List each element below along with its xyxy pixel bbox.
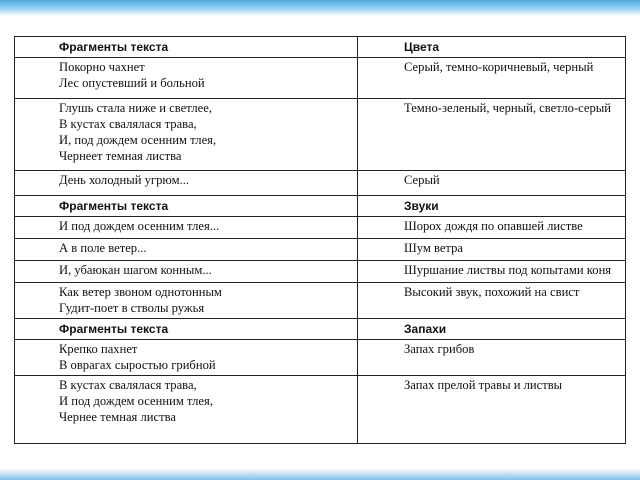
table-row <box>15 58 626 99</box>
fragments-table <box>14 36 626 444</box>
header-label: Цвета <box>404 40 440 54</box>
description-cell <box>358 283 626 319</box>
header-label: Фрагменты текста <box>59 40 169 54</box>
description-cell <box>358 376 626 444</box>
fragment-cell <box>15 171 358 196</box>
table-row <box>15 340 626 376</box>
cell-text-line: Шорох дождя по опавшей листве <box>404 219 583 233</box>
cell-text-line: Лес опустевший и больной <box>59 76 205 90</box>
cell-text-line: Шуршание листвы под копытами коня <box>404 263 612 277</box>
header-cell-category <box>358 319 626 340</box>
header-label: Фрагменты текста <box>59 322 169 336</box>
cell-text-line: Крепко пахнет <box>59 342 138 356</box>
top-decor-band <box>0 0 640 16</box>
cell-text-line: Темно-зеленый, черный, светло-серый <box>404 101 611 115</box>
cell-text-line: Покорно чахнет <box>59 60 145 74</box>
cell-text-line: И, убаюкан шагом конным... <box>59 263 212 277</box>
bottom-decor-band <box>0 468 640 480</box>
header-cell-fragments <box>15 196 358 217</box>
cell-text-line: Запах грибов <box>404 342 475 356</box>
cell-text-line: Шум ветра <box>404 241 463 255</box>
cell-text-line: В оврагах сыростью грибной <box>59 358 216 372</box>
cell-text-line: Запах прелой травы и листвы <box>404 378 563 392</box>
cell-text-line: Как ветер звоном однотонным <box>59 285 222 299</box>
header-label: Звуки <box>404 199 439 213</box>
description-cell <box>358 99 626 171</box>
fragment-cell <box>15 340 358 376</box>
cell-text-line: Серый, темно-коричневый, черный <box>404 60 594 74</box>
header-cell-fragments <box>15 37 358 58</box>
header-cell-category <box>358 196 626 217</box>
description-cell <box>358 239 626 261</box>
table-row <box>15 99 626 171</box>
fragment-cell <box>15 376 358 444</box>
table-row <box>15 283 626 319</box>
cell-text-line: А в поле ветер... <box>59 241 147 255</box>
table-row <box>15 171 626 196</box>
cell-text-line: И, под дождем осенним тлея, <box>59 133 217 147</box>
description-cell <box>358 261 626 283</box>
fragment-cell <box>15 239 358 261</box>
cell-text-line: И под дождем осенним тлея, <box>59 394 213 408</box>
header-cell-fragments <box>15 319 358 340</box>
description-cell <box>358 171 626 196</box>
header-label: Запахи <box>404 322 447 336</box>
table-row <box>15 217 626 239</box>
fragment-cell <box>15 261 358 283</box>
header-cell-category <box>358 37 626 58</box>
description-cell <box>358 217 626 239</box>
description-cell <box>358 340 626 376</box>
cell-text-line: День холодный угрюм... <box>59 173 190 187</box>
cell-text-line: В кустах свалялася трава, <box>59 378 197 392</box>
fragment-cell <box>15 58 358 99</box>
table-header-row <box>15 196 626 217</box>
cell-text-line: Серый <box>404 173 440 187</box>
table-header-row <box>15 37 626 58</box>
cell-text-line: Гудит-поет в стволы ружья <box>59 301 205 315</box>
table-header-row <box>15 319 626 340</box>
cell-text-line: И под дождем осенним тлея... <box>59 219 220 233</box>
cell-text-line: Глушь стала ниже и светлее, <box>59 101 212 115</box>
cell-text-line: В кустах свалялася трава, <box>59 117 197 131</box>
cell-text-line: Высокий звук, похожий на свист <box>404 285 580 299</box>
cell-text-line: Чернее темная листва <box>59 410 176 424</box>
fragment-cell <box>15 217 358 239</box>
cell-text-line: Чернеет темная листва <box>59 149 182 163</box>
fragment-cell <box>15 283 358 319</box>
fragment-cell <box>15 99 358 171</box>
description-cell <box>358 58 626 99</box>
table-row <box>15 261 626 283</box>
table-row <box>15 239 626 261</box>
header-label: Фрагменты текста <box>59 199 169 213</box>
table-row <box>15 376 626 444</box>
